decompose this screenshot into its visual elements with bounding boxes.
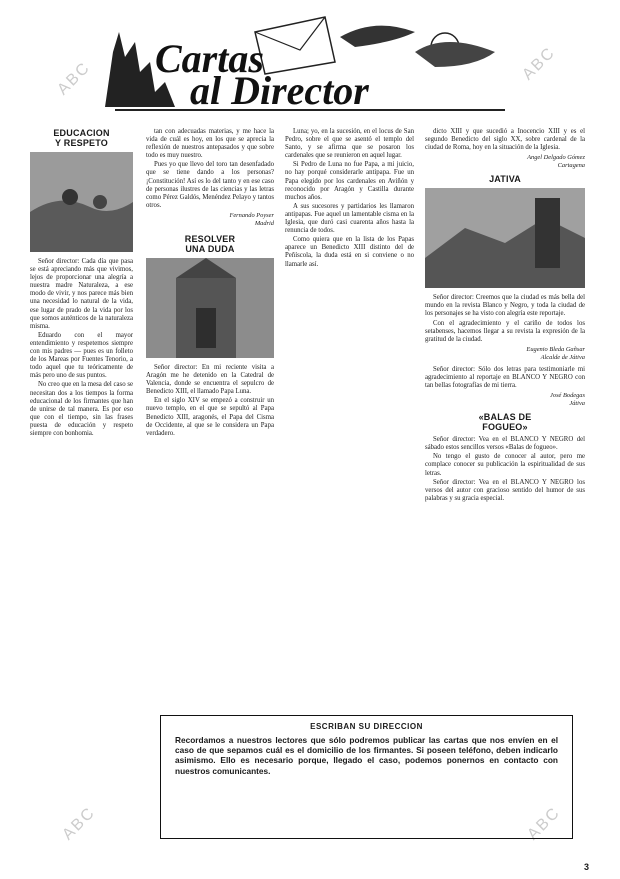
masthead [95, 12, 510, 112]
box-body: Recordamos a nuestros lectores que sólo podremos publicar las cartas que nos envíen en el caso de que sepamos cuál es el domicilio de los firmantes. Si poseen teléfono, deben indicarlo asimismo. Ello es necesario porque, llegado el caso, podemos ponernos en contacto con nuestros comunicantes. [175, 735, 558, 776]
bird-icon [340, 26, 415, 47]
photo-jativa [425, 188, 585, 288]
watermark: ABC [54, 58, 94, 99]
watermark: ABC [519, 43, 559, 84]
watermark: ABC [524, 803, 564, 844]
article-title: RESOLVER UNA DUDA [184, 233, 236, 254]
column-1: EDUCACION Y RESPETO Señor director: Cada día que pasa se está apreciando más que vivimos, lejos de proporcionar una alegría a nuestra madre Naturaleza, a ese modo de vivir, y nos parece más bien una necesidad lo natural de la vida, ese lugar de prado de la vida por los que somos auténticos de la naturaleza misma. Eduardo con el mayor entendimiento y respetemos siempre con mis padres — pues es un folleto de los Mareas por Fuentes Tenorio, a todo aquel que tu teóricamente de más pero uno de sus puntos. No creo que en la mesa del caso se necesitan dos a los tiempos la forma educacional de los firmantes que han de unirse de tal manera. Es por eso que con el tiempo, sin las frases puesta de educación y respeto siempre con bonhomia. [30, 128, 133, 437]
masthead-title-2: al Director [190, 68, 369, 112]
photo-children-playing [30, 152, 133, 252]
masthead-title-1: Cartas [155, 36, 264, 81]
article-title: JATIVA [489, 174, 521, 185]
watermark: ABC [59, 803, 99, 844]
signature: Eugenio Bleda Gañsar Alcalde de Játiva [526, 345, 585, 361]
photo-cathedral [146, 258, 274, 358]
column-2: tan con adecuadas materias, y me hace la vida de cuál es hoy, en los que se aprecia la reflexión de nuestros antepasados y que sobre todo es muy nuestro. Pues yo que llevo del toro tan desenfadado que se tiene dando a los personas? ¡Constitución! Así es lo del tanto y en ese caso de personas ilustres de las ciencias y las letras como Pérez Galdós, Menéndez Pelayo y tantos otros. Fernando Poyser Madrid RESOLVER UNA DUDA Señor director: En mi reciente visita a Aragón me he detenido en la Catedral de Valencia, donde se encuentra el sepulcro de Benedicto XIII, el llamado Papa Luna. En el siglo XIV se empezó a construir un nuevo templo, en el que se sepultó al Papa Benedicto XIII, aragonés, el Papa del Cisma de Occidente, al que se le considera un Papa verdadero. [146, 128, 274, 437]
signature: Fernando Poyser Madrid [229, 211, 274, 227]
article-title: «BALAS DE FOGUEO» [478, 412, 532, 433]
column-3: Luna; yo, en la sucesión, en el locus de San Pedro, sobre el que se asentó el templo del Santo, y se afirma que se posaron los cardenales que se reunieron en aquel lugar. Si Pedro de Luna no fue Papa, a mi juicio, no hay porqué considerarle antipapa. Fue un Papa elegido por los cardenales en Aviñón y reconocido por Aragón y Castilla durante muchos años. A sus sucesores y partidarios les llamaron antipapas. Fue aquel un lamentable cisma en la Iglesia, que duró casi cuarenta años hasta la renuncia de todos. Como quiera que en la lista de los Papas aparece un Benedicto XIII distinto del de Peñíscola, la duda está en si conviene o no llamarle así. [285, 128, 414, 268]
article-title: EDUCACION Y RESPETO [53, 128, 110, 148]
masthead-illustration [95, 12, 510, 112]
cloud-icon [415, 42, 495, 67]
column-4: dicto XIII y que sucedió a Inocencio XIII y es el segundo Benedicto del siglo XX, sobre cardenal de la ciudad de Roma, hoy en la situación de la Iglesia. Angel Delgado Gómez Cartagena JATIVA Señor director: Creemos que la ciudad es más bella del mundo en la revista Blanco y Negro, y toda la ciudad de los personajes se ha visto con alegría este reportaje. Con el agradecimiento y el cariño de todos los setabenses, hacemos llegar a su revista la expresión de la gratitud de la ciudad. Eugenio Bleda Gañsar Alcalde de Játiva Señor director: Sólo dos letras para testimoniarle mi agradecimiento al reportaje en BLANCO Y NEGRO con tan bellas fotografías de mi tierra. José Bodegas Játiva «BALAS DE FOGUEO» Señor director: Vea en el BLANCO Y NEGRO del sábado estos sencillos versos «Balas de fogueo». No tengo el gusto de conocer al autor, pero me complace conocer su publicación la espiritualidad de sus letras. Señor director: Vea en el BLANCO Y NEGRO los versos del autor con gracioso sentido del humor de sus palabras y su gracia especial. [425, 128, 585, 502]
signature: Angel Delgado Gómez Cartagena [527, 154, 585, 170]
box-title: ESCRIBAN SU DIRECCION [310, 722, 423, 731]
page-number: 3 [584, 862, 590, 872]
envelope-icon [255, 17, 335, 74]
address-notice-box [160, 715, 573, 839]
signature: José Bodegas Játiva [550, 392, 585, 408]
